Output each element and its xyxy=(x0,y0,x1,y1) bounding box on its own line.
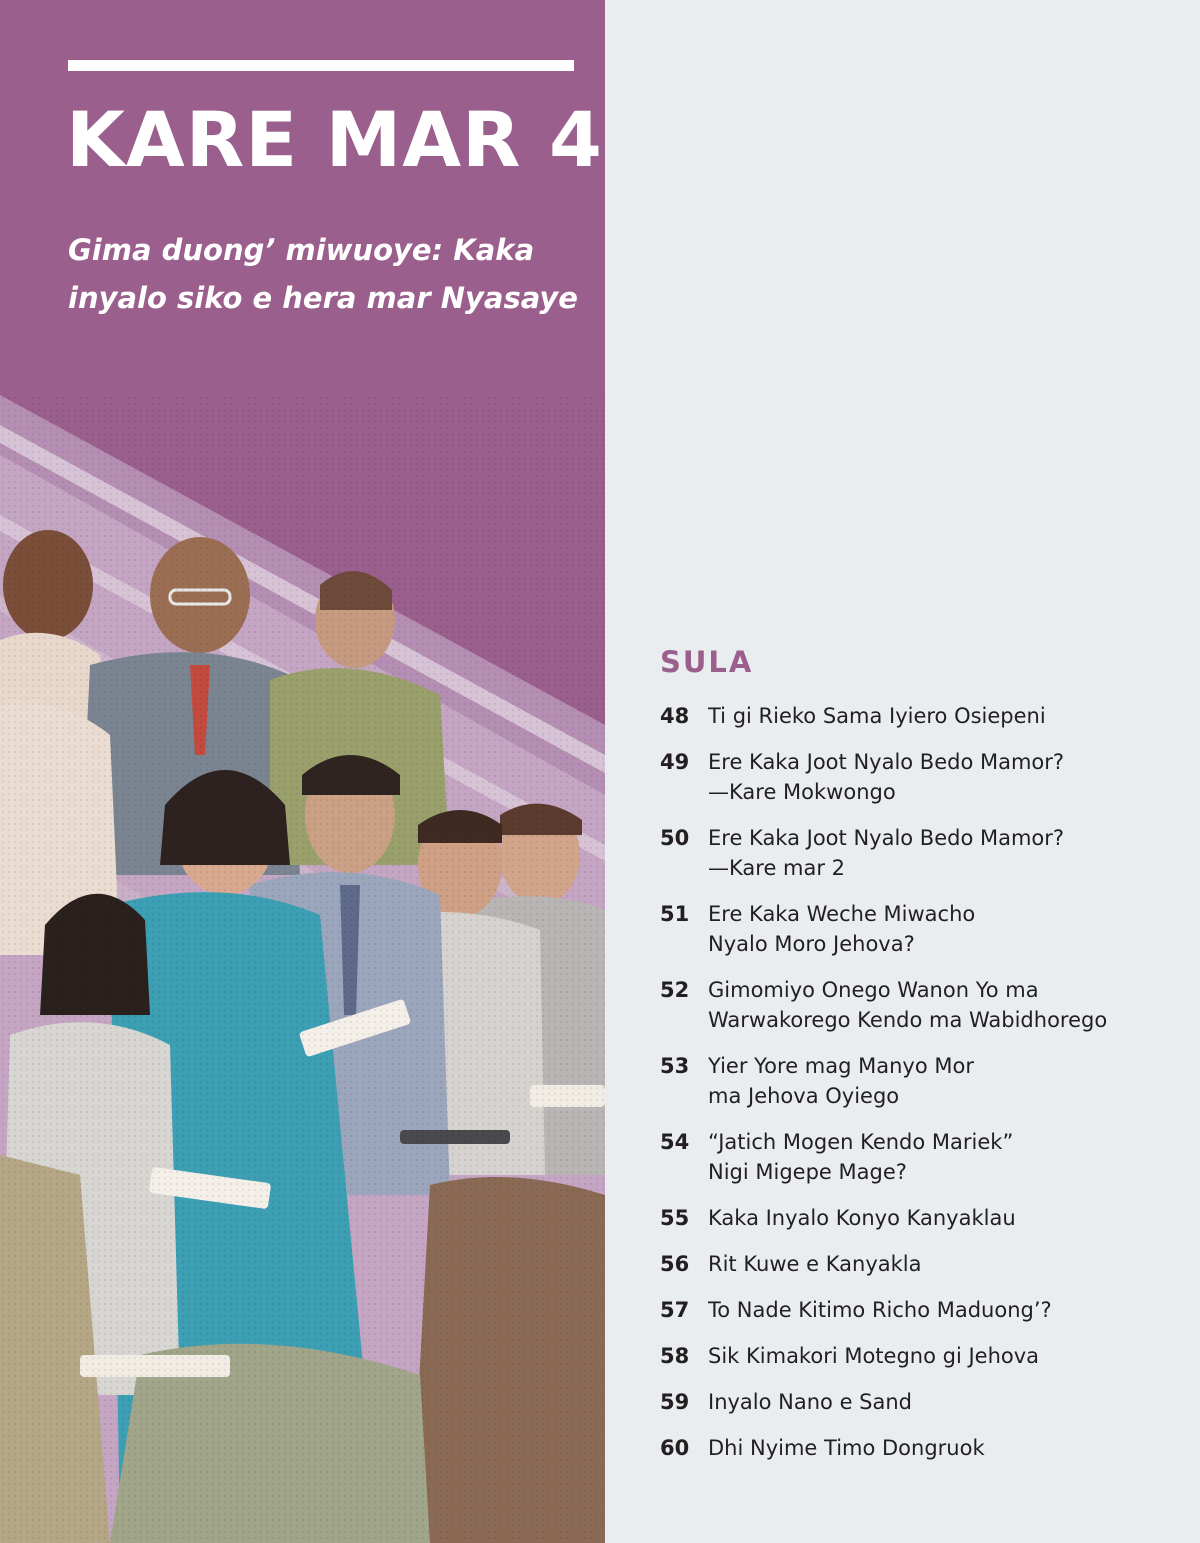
lesson-title xyxy=(708,823,1064,883)
lesson-title-line: Gimomiyo Onego Wanon Yo ma xyxy=(708,978,1039,1002)
lesson-number: 51 xyxy=(660,902,690,926)
lesson-title xyxy=(708,1249,921,1279)
lesson-title-line: “Jatich Mogen Kendo Mariek” xyxy=(708,1130,1014,1154)
lesson-number: 60 xyxy=(660,1436,690,1460)
lesson-title-line: —Kare Mokwongo xyxy=(708,780,896,804)
contents-item[interactable] xyxy=(660,1295,1180,1325)
contents-item[interactable] xyxy=(660,899,1180,959)
lesson-title-line: Warwakorego Kendo ma Wabidhorego xyxy=(708,1008,1108,1032)
lesson-title-line: Rit Kuwe e Kanyakla xyxy=(708,1252,922,1276)
lesson-title-line: Kaka Inyalo Konyo Kanyaklau xyxy=(708,1206,1016,1230)
lesson-title-line: Ere Kaka Joot Nyalo Bedo Mamor? xyxy=(708,750,1065,774)
lesson-number: 57 xyxy=(660,1298,690,1322)
contents-item[interactable] xyxy=(660,1341,1180,1371)
lesson-title xyxy=(708,1295,1052,1325)
lesson-title xyxy=(708,1127,1013,1187)
lesson-title-line: Ere Kaka Joot Nyalo Bedo Mamor? xyxy=(708,826,1065,850)
lesson-title-line: Sik Kimakori Motegno gi Jehova xyxy=(708,1344,1040,1368)
lesson-title-line: To Nade Kitimo Richo Maduong’? xyxy=(708,1298,1052,1322)
lesson-title xyxy=(708,1203,1016,1233)
lesson-title-line: —Kare mar 2 xyxy=(708,856,846,880)
lesson-number: 52 xyxy=(660,978,690,1002)
lesson-title xyxy=(708,1433,985,1463)
lesson-title xyxy=(708,747,1064,807)
lesson-title-line: Yier Yore mag Manyo Mor xyxy=(708,1054,974,1078)
lesson-title-line: Ere Kaka Weche Miwacho xyxy=(708,902,976,926)
lesson-number: 53 xyxy=(660,1054,690,1078)
contents-section xyxy=(660,645,1180,1479)
lesson-title-line: Nyalo Moro Jehova? xyxy=(708,932,915,956)
subtitle-line: inyalo siko e hera mar Nyasaye xyxy=(68,281,578,315)
contents-item[interactable] xyxy=(660,1127,1180,1187)
part-subtitle xyxy=(68,226,588,322)
lesson-title xyxy=(708,1341,1039,1371)
lesson-number: 54 xyxy=(660,1130,690,1154)
lesson-title xyxy=(708,701,1046,731)
lesson-number: 49 xyxy=(660,750,690,774)
contents-item[interactable] xyxy=(660,1203,1180,1233)
contents-item[interactable] xyxy=(660,1051,1180,1111)
title-rule xyxy=(68,60,574,71)
contents-item[interactable] xyxy=(660,747,1180,807)
lesson-number: 59 xyxy=(660,1390,690,1414)
contents-item[interactable] xyxy=(660,823,1180,883)
contents-item[interactable] xyxy=(660,975,1180,1035)
part-title: KARE MAR 4 xyxy=(66,95,603,184)
lesson-number: 55 xyxy=(660,1206,690,1230)
lesson-number: 50 xyxy=(660,826,690,850)
contents-heading: SULA xyxy=(660,645,754,679)
contents-list xyxy=(660,701,1180,1463)
lesson-title-line: Inyalo Nano e Sand xyxy=(708,1390,913,1414)
contents-item[interactable] xyxy=(660,1249,1180,1279)
lesson-title xyxy=(708,1387,912,1417)
lesson-title xyxy=(708,975,1107,1035)
lesson-number: 48 xyxy=(660,704,690,728)
lesson-number: 58 xyxy=(660,1344,690,1368)
congregation-illustration xyxy=(0,395,605,1543)
lesson-title xyxy=(708,1051,974,1111)
subtitle-line: Gima duong’ miwuoye: Kaka xyxy=(68,233,535,267)
lesson-title-line: ma Jehova Oyiego xyxy=(708,1084,900,1108)
lesson-title-line: Nigi Migepe Mage? xyxy=(708,1160,907,1184)
lesson-title xyxy=(708,899,975,959)
lesson-number: 56 xyxy=(660,1252,690,1276)
contents-item[interactable] xyxy=(660,701,1180,731)
contents-item[interactable] xyxy=(660,1433,1180,1463)
lesson-title-line: Ti gi Rieko Sama Iyiero Osiepeni xyxy=(708,704,1046,728)
contents-item[interactable] xyxy=(660,1387,1180,1417)
lesson-title-line: Dhi Nyime Timo Dongruok xyxy=(708,1436,985,1460)
